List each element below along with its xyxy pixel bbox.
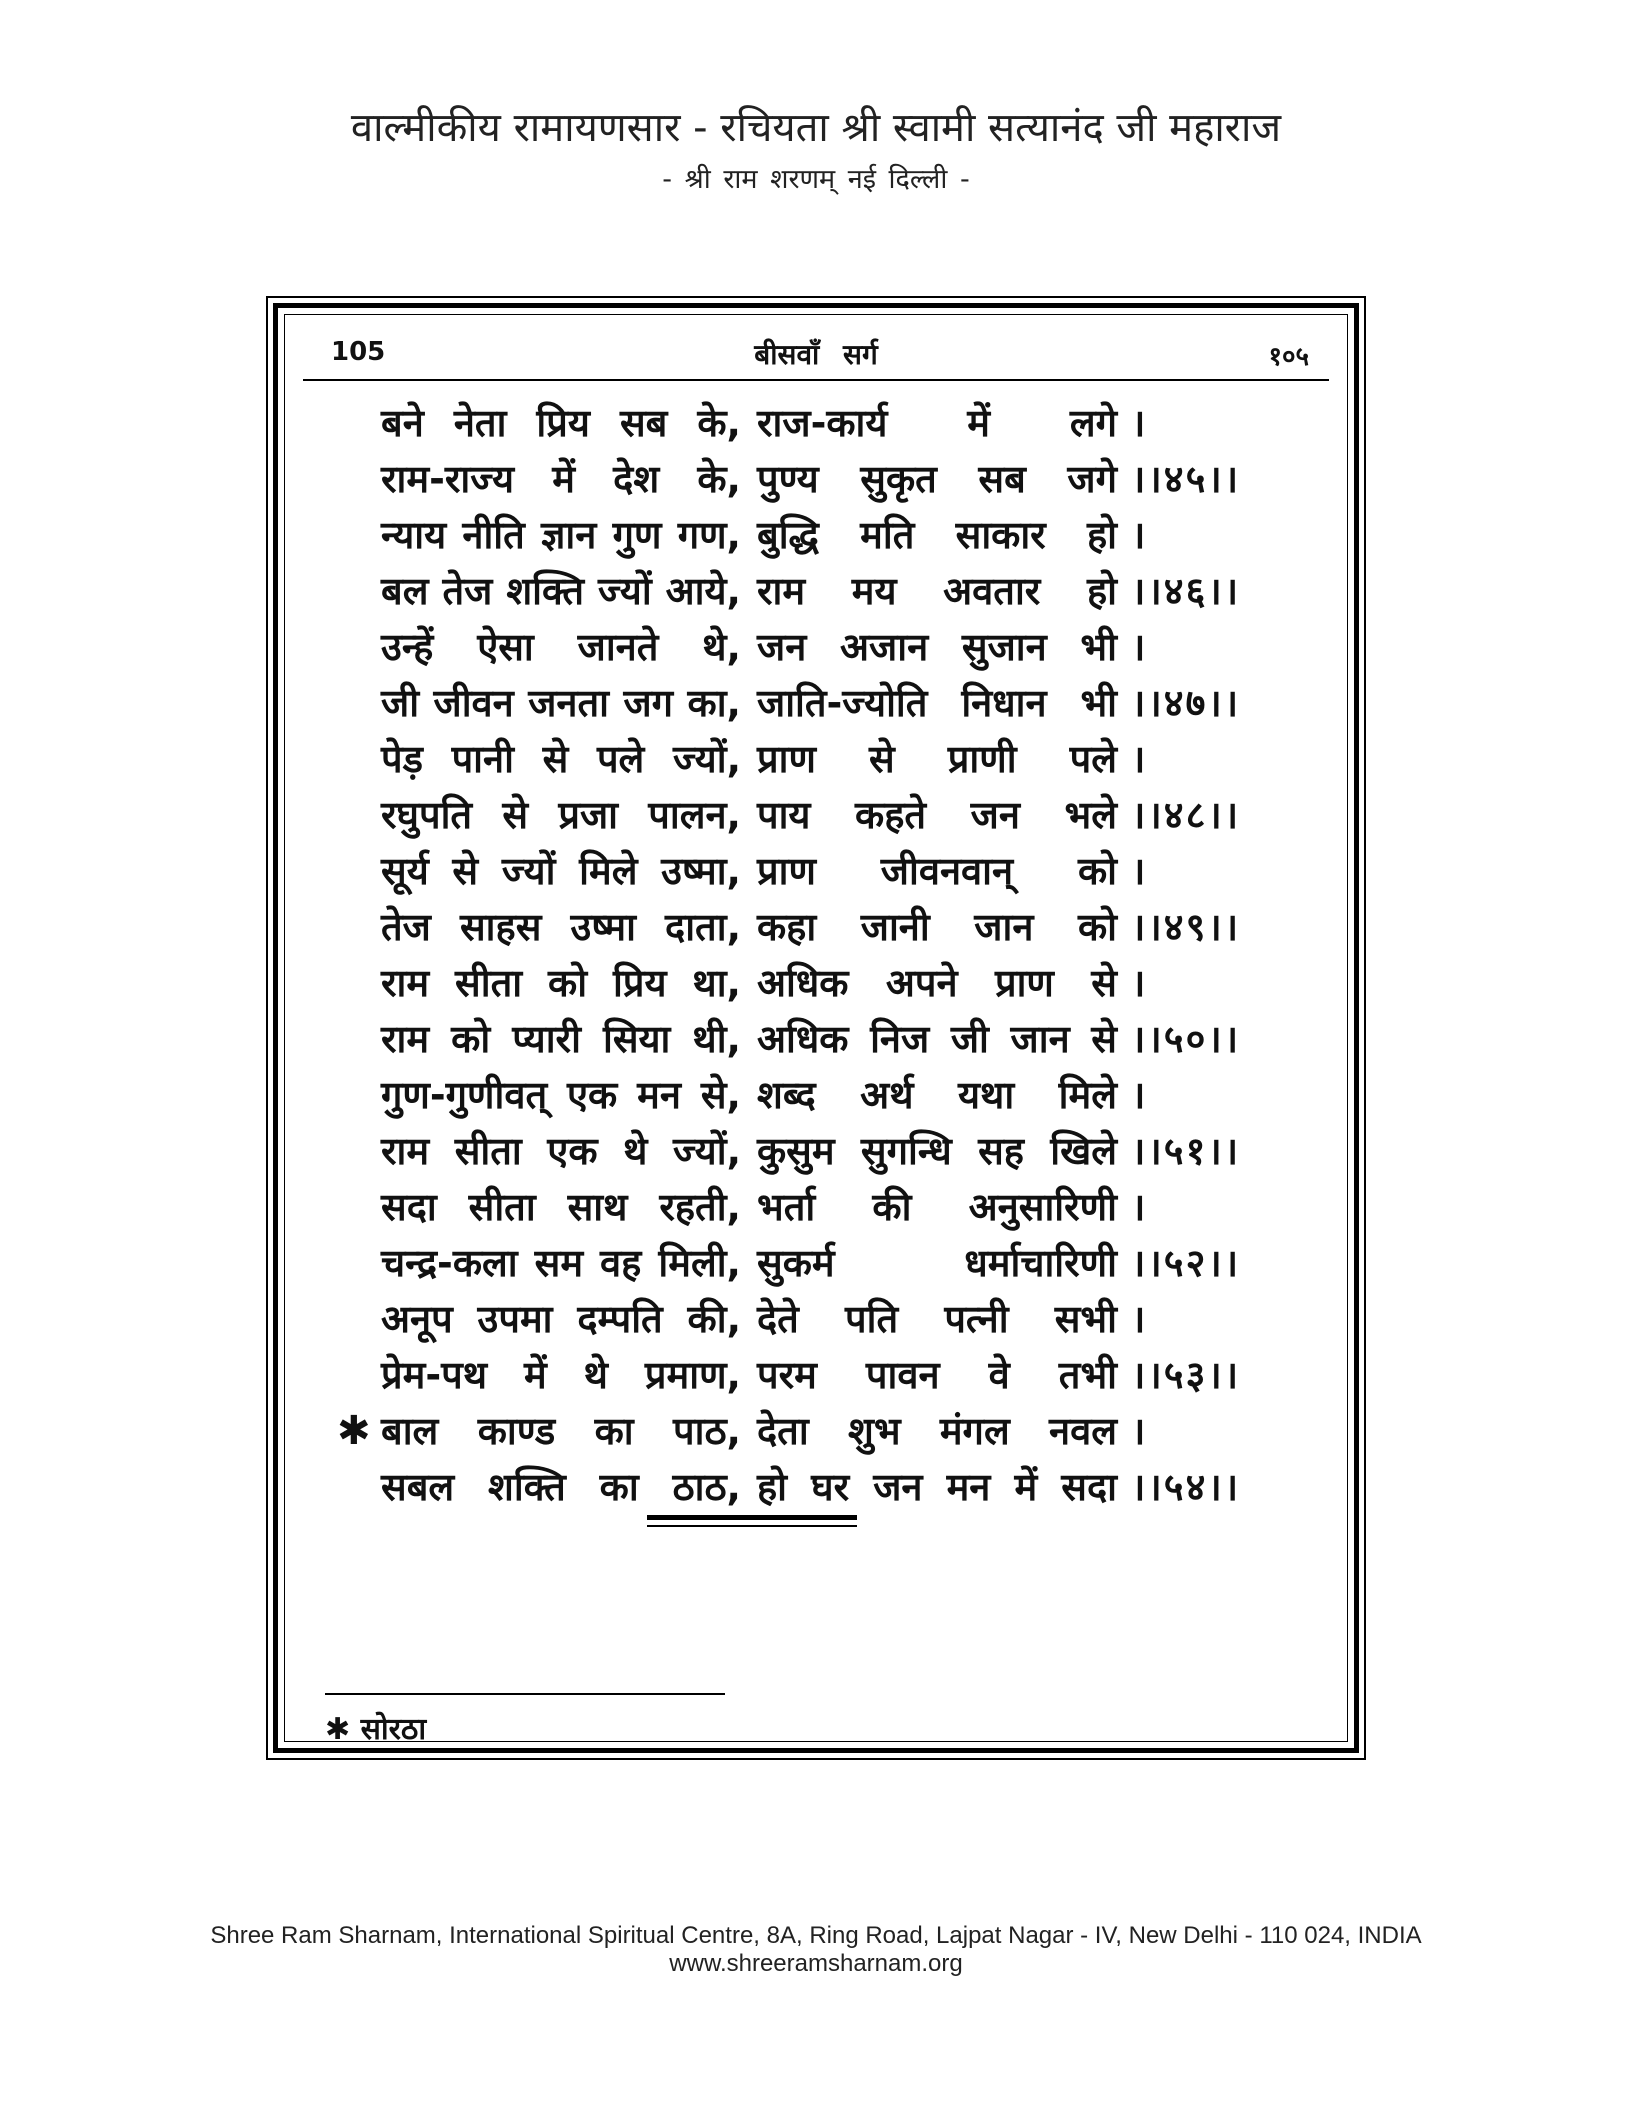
verse-second-half: राज-कार्य में लगे: [757, 401, 1117, 445]
verse-second-half: देते पति पत्नी सभी: [757, 1297, 1117, 1341]
end-rule-thin: [647, 1525, 857, 1527]
verse-line: [285, 787, 1347, 843]
page-content: [284, 314, 1348, 1747]
verse-first-half: बल तेज शक्ति ज्यों आये,: [381, 569, 741, 613]
verse-number: ।।५२।।: [1131, 1241, 1241, 1285]
verse-first-half: राम को प्यारी सिया थी,: [381, 1017, 741, 1061]
verse-second-half: पुण्य सुकृत सब जगे: [757, 457, 1117, 501]
verse-first-half: राम सीता एक थे ज्यों,: [381, 1129, 741, 1173]
verse-line: [285, 955, 1347, 1011]
verse-second-half: राम मय अवतार हो: [757, 569, 1117, 613]
verse-second-half: शब्द अर्थ यथा मिले: [757, 1073, 1117, 1117]
footnote: ✱ सोरठा: [325, 1712, 427, 1747]
verse-first-half: प्रेम-पथ में थे प्रमाण,: [381, 1353, 741, 1397]
verse-first-half: जी जीवन जनता जग का,: [381, 681, 741, 725]
page-number-devanagari: १०५: [1268, 342, 1309, 372]
footnote-divider: [325, 1693, 725, 1695]
verse-second-half: सुकर्म धर्माचारिणी: [757, 1241, 1117, 1285]
verse-line: [285, 731, 1347, 787]
verse-line: [285, 1347, 1347, 1403]
verse-first-half: सदा सीता साथ रहती,: [381, 1185, 741, 1229]
verse-second-half: अधिक अपने प्राण से: [757, 961, 1117, 1005]
verse-number: ।: [1131, 737, 1148, 781]
verse-line: [285, 1067, 1347, 1123]
verse-number: ।।४९।।: [1131, 905, 1241, 949]
verse-second-half: पाय कहते जन भले: [757, 793, 1117, 837]
verse-line: [285, 507, 1347, 563]
verse-number: ।: [1131, 625, 1148, 669]
verse-first-half: राम सीता को प्रिय था,: [381, 961, 741, 1005]
verse-second-half: हो घर जन मन में सदा: [757, 1465, 1117, 1509]
verse-first-half: सबल शक्ति का ठाठ,: [381, 1465, 741, 1509]
verse-number: ।: [1131, 961, 1148, 1005]
verse-number: ।: [1131, 1185, 1148, 1229]
end-rule: [647, 1515, 857, 1520]
footer-website[interactable]: www.shreeramsharnam.org: [669, 1950, 963, 1977]
verse-line: [285, 1179, 1347, 1235]
verse-number: ।।५१।।: [1131, 1129, 1241, 1173]
verse-second-half: प्राण से प्राणी पले: [757, 737, 1117, 781]
verse-number: ।: [1131, 401, 1148, 445]
asterisk-icon: ✱: [337, 1408, 371, 1454]
verse-line: [285, 451, 1347, 507]
page-frame-border: [273, 303, 1359, 1753]
verse-number: ।: [1131, 1409, 1148, 1453]
verse-first-half: तेज साहस उष्मा दाता,: [381, 905, 741, 949]
verse-number: ।।४५।।: [1131, 457, 1241, 501]
page-number-latin: 105: [331, 337, 386, 367]
verse-line: [285, 395, 1347, 451]
verse-first-half: उन्हें ऐसा जानते थे,: [381, 625, 741, 669]
verse-second-half: जन अजान सुजान भी: [757, 625, 1117, 669]
verse-number: ।: [1131, 849, 1148, 893]
verse-line: [285, 563, 1347, 619]
document-title: वाल्मीकीय रामायणसार - रचियता श्री स्वामी सत्यानंद जी महाराज: [350, 105, 1282, 151]
verse-second-half: परम पावन वे तभी: [757, 1353, 1117, 1397]
verse-number: ।।५३।।: [1131, 1353, 1241, 1397]
document-subtitle: - श्री राम शरणम् नई दिल्ली -: [662, 164, 970, 195]
verse-list: [285, 395, 1347, 1515]
verse-second-half: देता शुभ मंगल नवल: [757, 1409, 1117, 1453]
verse-first-half: न्याय नीति ज्ञान गुण गण,: [381, 513, 741, 557]
verse-number: ।: [1131, 1073, 1148, 1117]
verse-second-half: अधिक निज जी जान से: [757, 1017, 1117, 1061]
verse-first-half: गुण-गुणीवत् एक मन से,: [381, 1073, 741, 1117]
verse-second-half: प्राण जीवनवान् को: [757, 849, 1117, 893]
verse-first-half: बने नेता प्रिय सब के,: [381, 401, 741, 445]
verse-second-half: जाति-ज्योति निधान भी: [757, 681, 1117, 725]
verse-line: [285, 843, 1347, 899]
chapter-title: बीसवाँ सर्ग: [754, 338, 878, 371]
verse-line: [285, 1011, 1347, 1067]
verse-first-half: सूर्य से ज्यों मिले उष्मा,: [381, 849, 741, 893]
verse-second-half: बुद्धि मति साकार हो: [757, 513, 1117, 557]
verse-second-half: कहा जानी जान को: [757, 905, 1117, 949]
verse-second-half: कुसुम सुगन्धि सह खिले: [757, 1129, 1117, 1173]
verse-number: ।।५४।।: [1131, 1465, 1241, 1509]
verse-line: [285, 1403, 1347, 1459]
verse-number: ।।४८।।: [1131, 793, 1241, 837]
verse-number: ।: [1131, 513, 1148, 557]
verse-line: [285, 1291, 1347, 1347]
verse-first-half: चन्द्र-कला सम वह मिली,: [381, 1241, 741, 1285]
verse-line: [285, 899, 1347, 955]
verse-number: ।।४७।।: [1131, 681, 1241, 725]
verse-second-half: भर्ता की अनुसारिणी: [757, 1185, 1117, 1229]
verse-line: [285, 1459, 1347, 1515]
verse-first-half: रघुपति से प्रजा पालन,: [381, 793, 741, 837]
verse-number: ।।५०।।: [1131, 1017, 1241, 1061]
verse-first-half: बाल काण्ड का पाठ,: [381, 1409, 741, 1453]
footer-address: Shree Ram Sharnam, International Spiritual Centre, 8A, Ring Road, Lajpat Nagar - IV, New Delhi - 110 024, INDIA: [210, 1922, 1422, 1949]
verse-line: [285, 619, 1347, 675]
verse-first-half: राम-राज्य में देश के,: [381, 457, 741, 501]
verse-number: ।: [1131, 1297, 1148, 1341]
verse-line: [285, 1235, 1347, 1291]
verse-line: [285, 1123, 1347, 1179]
verse-line: [285, 675, 1347, 731]
verse-number: ।।४६।।: [1131, 569, 1241, 613]
verse-first-half: अनूप उपमा दम्पति की,: [381, 1297, 741, 1341]
page-frame: [266, 296, 1366, 1760]
page-header: [303, 329, 1329, 381]
verse-first-half: पेड़ पानी से पले ज्यों,: [381, 737, 741, 781]
